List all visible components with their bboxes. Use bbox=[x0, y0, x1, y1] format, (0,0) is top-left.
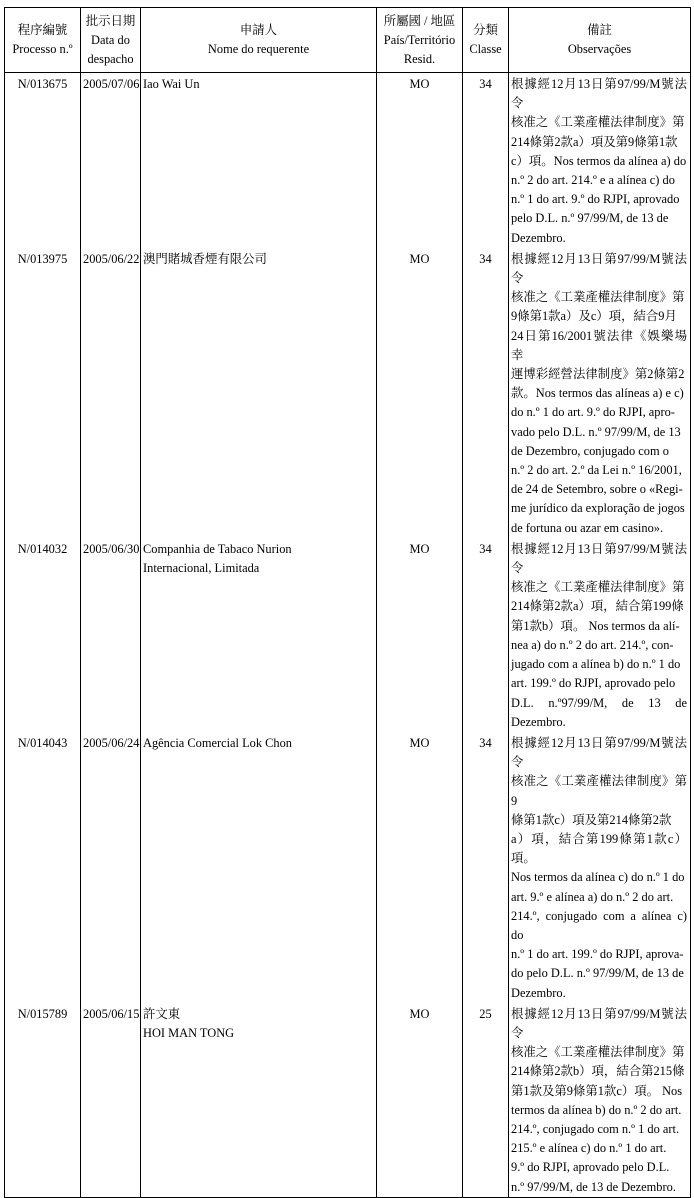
requerente-line: 澳門賭城香煙有限公司 bbox=[143, 251, 267, 266]
observacoes-cell bbox=[509, 538, 691, 732]
observacoes-line: 款。Nos termos das alíneas a) e c) bbox=[511, 386, 684, 401]
classe-cell: 25 bbox=[463, 1003, 509, 1198]
observacoes-line: de fortuna ou azar em casino». bbox=[511, 520, 664, 535]
header-pais-pt2: Resid. bbox=[403, 51, 436, 66]
observacoes-line: n.º 1 do art. 9.º do RJPI, aprovado bbox=[511, 192, 680, 207]
observacoes-line: do pelo D.L. n.º 97/99/M, de 13 de bbox=[511, 966, 684, 981]
header-classe-zh: 分類 bbox=[473, 23, 498, 37]
header-processo-zh: 程序編號 bbox=[17, 23, 68, 37]
observacoes-line: de 24 de Setembro, sobre o «Regi- bbox=[511, 482, 683, 497]
header-classe bbox=[463, 8, 509, 73]
requerente-line: Internacional, Limitada bbox=[143, 561, 260, 576]
observacoes-line: c）項。Nos termos da alínea a) do bbox=[511, 153, 687, 168]
processo-cell: N/015789 bbox=[5, 1003, 81, 1198]
requerente-line: 許文東 bbox=[143, 1006, 181, 1021]
observacoes-line: 214.º, conjugado com a alínea c) do bbox=[511, 908, 687, 942]
header-requerente-pt: Nome do requerente bbox=[207, 42, 310, 56]
header-processo bbox=[5, 8, 81, 73]
header-processo-pt: Processo n.º bbox=[12, 42, 73, 56]
classe-cell: 34 bbox=[463, 248, 509, 538]
header-data bbox=[81, 8, 141, 73]
observacoes-cell bbox=[509, 1003, 691, 1198]
observacoes-line: 核准之《工業產權法律制度》第 bbox=[511, 115, 685, 130]
observacoes-line: n.º 97/99/M, de 13 de Dezembro. bbox=[511, 1179, 676, 1194]
requerente-line: Iao Wai Un bbox=[143, 77, 200, 91]
observacoes-line: 第1款b）項。 Nos termos da alí- bbox=[511, 618, 680, 633]
requerente-cell bbox=[141, 538, 377, 732]
observacoes-line: jugado com a alínea b) do n.º 1 do bbox=[511, 657, 681, 672]
requerente-cell bbox=[141, 732, 377, 1003]
observacoes-line: 根據經12月13日第97/99/M號法令 bbox=[511, 77, 687, 111]
observacoes-line: 24日第16/2001號法律《娛樂場幸 bbox=[511, 328, 687, 362]
observacoes-line: do n.º 1 do art. 9.º do RJPI, apro- bbox=[511, 405, 675, 420]
observacoes-cell bbox=[509, 732, 691, 1003]
header-requerente-zh: 申請人 bbox=[239, 23, 278, 37]
table-row bbox=[5, 538, 691, 732]
observacoes-line: Nos termos da alínea c) do n.º 1 do bbox=[511, 870, 685, 885]
table-row bbox=[5, 1003, 691, 1198]
header-classe-pt: Classe bbox=[469, 42, 502, 56]
header-obs bbox=[509, 8, 691, 73]
header-obs-pt: Observações bbox=[567, 42, 632, 56]
processo-cell: N/014043 bbox=[5, 732, 81, 1003]
header-data-pt2: despacho bbox=[87, 51, 134, 66]
observacoes-line: 9條第1款a）及c）項，結合9月 bbox=[511, 309, 677, 324]
observacoes-line: 根據經12月13日第97/99/M號法令 bbox=[511, 541, 687, 576]
processo-cell: N/014032 bbox=[5, 538, 81, 732]
despachos-table bbox=[4, 7, 691, 1198]
requerente-line: Companhia de Tabaco Nurion bbox=[143, 541, 292, 556]
observacoes-line: 核准之《工業產權法律制度》第 bbox=[511, 290, 685, 305]
table-row bbox=[5, 732, 691, 1003]
data-cell: 2005/06/24 bbox=[81, 732, 141, 1003]
requerente-line: HOI MAN TONG bbox=[143, 1025, 235, 1040]
pais-cell: MO bbox=[377, 732, 463, 1003]
observacoes-line: nea a) do n.º 2 do art. 214.º, con- bbox=[511, 637, 674, 652]
observacoes-line: 根據經12月13日第97/99/M號法令 bbox=[511, 735, 687, 770]
observacoes-line: 核准之《工業產權法律制度》第 bbox=[511, 580, 685, 595]
observacoes-line: 條第1款c）項及第214條第2款 bbox=[511, 812, 672, 827]
requerente-cell bbox=[141, 248, 377, 538]
observacoes-line: 運博彩經營法律制度》第2條第2 bbox=[511, 367, 685, 382]
header-row bbox=[5, 8, 691, 73]
data-cell: 2005/06/30 bbox=[81, 538, 141, 732]
observacoes-line: termos da alínea b) do n.º 2 do art. bbox=[511, 1102, 682, 1117]
processo-cell: N/013675 bbox=[5, 73, 81, 248]
observacoes-line: 214條第2款b）項，結合第215條 bbox=[511, 1064, 685, 1079]
observacoes-line: 核准之《工業產權法律制度》第 bbox=[511, 1045, 685, 1060]
observacoes-line: 核准之《工業產權法律制度》第9 bbox=[511, 774, 687, 808]
observacoes-line: 214條第2款a）項，結合第199條 bbox=[511, 599, 684, 614]
observacoes-line: art. 9.º e alínea a) do n.º 2 do art. bbox=[511, 889, 674, 904]
header-data-pt1: Data do bbox=[91, 32, 130, 47]
observacoes-line: a）項，結合第199條第1款c）項。 bbox=[511, 831, 687, 866]
observacoes-line: Dezembro. bbox=[511, 985, 566, 1000]
requerente-line: Agência Comercial Lok Chon bbox=[143, 735, 292, 750]
header-requerente bbox=[141, 8, 377, 73]
header-obs-zh: 備註 bbox=[587, 23, 612, 37]
requerente-cell bbox=[141, 73, 377, 248]
pais-cell: MO bbox=[377, 73, 463, 248]
classe-cell: 34 bbox=[463, 73, 509, 248]
pais-cell: MO bbox=[377, 248, 463, 538]
data-cell: 2005/06/22 bbox=[81, 248, 141, 538]
observacoes-line: 根據經12月13日第97/99/M號法令 bbox=[511, 1006, 687, 1040]
observacoes-line: 根據經12月13日第97/99/M號法令 bbox=[511, 251, 687, 286]
observacoes-line: n.º 1 do art. 199.º do RJPI, aprova- bbox=[511, 947, 684, 962]
processo-cell: N/013975 bbox=[5, 248, 81, 538]
observacoes-cell bbox=[509, 73, 691, 248]
table-row bbox=[5, 248, 691, 538]
observacoes-line: 第1款及第9條第1款c）項。 Nos bbox=[511, 1083, 683, 1098]
data-cell: 2005/07/06 bbox=[81, 73, 141, 248]
observacoes-cell bbox=[509, 248, 691, 538]
header-pais-pt1: País/Território bbox=[383, 32, 456, 47]
header-pais bbox=[377, 8, 463, 73]
observacoes-line: 214.º, conjugado com n.º 1 do art. bbox=[511, 1121, 680, 1136]
observacoes-line: vado pelo D.L. n.º 97/99/M, de 13 bbox=[511, 424, 681, 439]
classe-cell: 34 bbox=[463, 732, 509, 1003]
observacoes-line: 215.º e alínea c) do n.º 1 do art. bbox=[511, 1141, 667, 1156]
observacoes-line: 214條第2款a）項及第9條第1款 bbox=[511, 134, 678, 149]
pais-cell: MO bbox=[377, 538, 463, 732]
observacoes-line: me jurídico da exploração de jogos bbox=[511, 501, 685, 516]
observacoes-line: art. 199.º do RJPI, aprovado pelo bbox=[511, 676, 676, 691]
observacoes-line: Dezembro. bbox=[511, 230, 566, 245]
header-data-zh: 批示日期 bbox=[85, 13, 136, 28]
requerente-cell bbox=[141, 1003, 377, 1198]
observacoes-line: n.º 2 do art. 214.º e a alínea c) do bbox=[511, 173, 675, 188]
data-cell: 2005/06/15 bbox=[81, 1003, 141, 1198]
classe-cell: 34 bbox=[463, 538, 509, 732]
header-pais-zh: 所屬國 / 地區 bbox=[383, 13, 456, 28]
table-row bbox=[5, 73, 691, 248]
observacoes-line: D.L. n.º97/99/M, de 13 de Dezembro. bbox=[511, 695, 687, 729]
observacoes-line: n.º 2 do art. 2.º da Lei n.º 16/2001, bbox=[511, 463, 682, 478]
observacoes-line: 9.º do RJPI, aprovado pelo D.L. bbox=[511, 1160, 670, 1175]
observacoes-line: pelo D.L. n.º 97/99/M, de 13 de bbox=[511, 211, 669, 226]
observacoes-line: de Dezembro, conjugado com o bbox=[511, 443, 669, 458]
pais-cell: MO bbox=[377, 1003, 463, 1198]
